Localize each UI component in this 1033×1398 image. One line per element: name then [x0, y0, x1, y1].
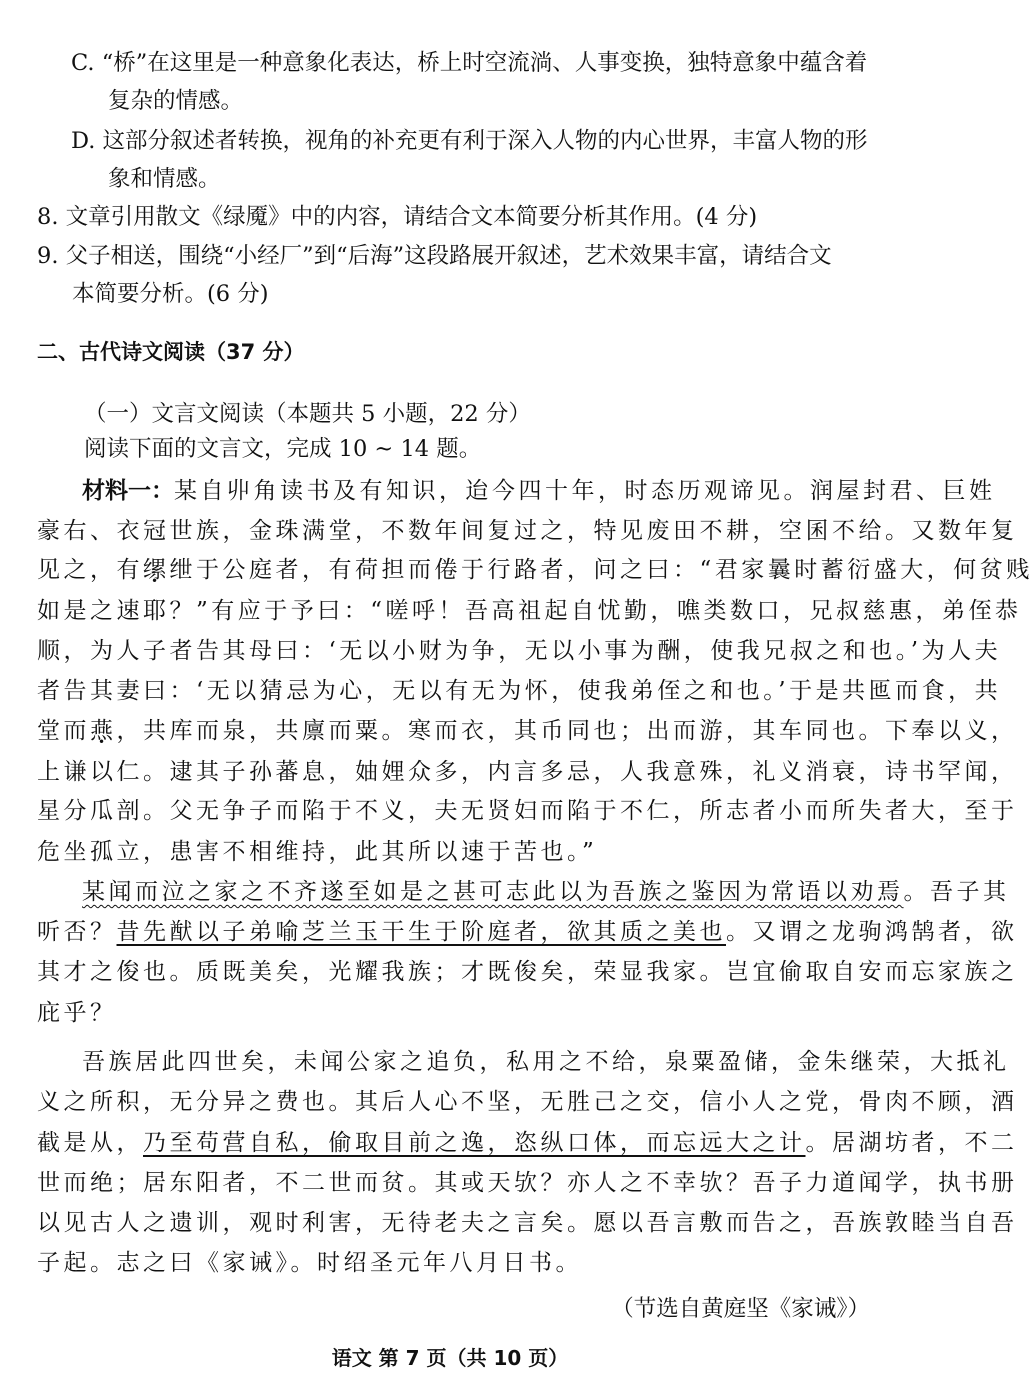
passage-line: 星分瓜剖。父无争子而陷于不义，夫无贤妇而陷于不仁，所志者小而所失者大，至于: [37, 798, 1018, 824]
underlined-sentence: 昔先猷以子弟喻芝兰玉干生于阶庭者，欲其质之美也: [116, 919, 726, 945]
reading-instruction: 阅读下面的文言文，完成 10 ~ 14 题。: [84, 436, 482, 462]
sub-section-title: （一）文言文阅读（本题共 5 小题，22 分）: [84, 401, 531, 427]
emphasis-dot-char: 缧: [143, 557, 170, 583]
passage-line: 吾族居此四世矣，未闻公家之追负，私用之不给，泉粟盈储，金朱继荣，大抵礼: [82, 1049, 1010, 1075]
emphasis-dot-char: 燕: [90, 718, 117, 744]
passage-line: 上谦以仁。逮其子孙蕃息，妯娌众多，内言多忌，人我意殊，礼义消衰，诗书罕闻，: [37, 759, 1018, 785]
source-attribution: （节选自黄庭坚《家诫》）: [611, 1296, 870, 1322]
passage-line: 截是从，乃至苟营自私，偷取目前之逸，恣纵口体，而忘远大之计。居湖坊者，不二: [37, 1130, 1018, 1156]
option-d-line2: 象和情感。: [108, 166, 221, 192]
passage-line: 以见古人之遗训，观时利害，无待老夫之言矣。愿以吾言敷而告之，吾族敦睦当自吾: [37, 1210, 1018, 1236]
passage-line: 见之，有缧绁于公庭者，有荷担而倦于行路者，问之曰：“君家曩时蓄衍盛大，何贫贱: [37, 557, 1033, 583]
wavy-underlined-sentence: 某闻而泣之家之不齐遂至如是之甚可志此以为吾族之鉴因为常语以劝焉: [82, 879, 904, 905]
passage-line: 庇乎？: [37, 1000, 117, 1026]
passage-line: 豪右、衣冠世族，金珠满堂，不数年间复过之，特见废田不耕，空囷不给。又数年复: [37, 518, 1018, 544]
passage-line: 某闻而泣之家之不齐遂至如是之甚可志此以为吾族之鉴因为常语以劝焉。吾子其: [82, 879, 1010, 905]
passage-line: 世而绝；居东阳者，不二世而贫。其或天欤？亦人之不幸欤？吾子力道闻学，执书册: [37, 1170, 1018, 1196]
passage-line: 者告其妻曰：‘无以猜忌为心，无以有无为怀，使我弟侄之和也。’于是共匜而食，共: [37, 678, 1002, 704]
passage-line: 义之所积，无分异之费也。其后人心不坚，无胜己之交，信小人之党，骨肉不顾，酒: [37, 1089, 1018, 1115]
option-c-line2: 复杂的情感。: [108, 88, 244, 114]
passage-line: 子起。志之曰《家诫》。时绍圣元年八月日书。: [37, 1250, 582, 1276]
passage-line: 如是之速耶？”有应于予曰：“嗟呼！吾高祖起自忧勤，噍类数口，兄叔慈惠，弟侄恭: [37, 598, 1022, 624]
passage-line: 顺，为人子者告其母曰：‘无以小财为争，无以小事为酬，使我兄叔之和也。’为人夫: [37, 638, 1002, 664]
option-d-line1: D. 这部分叙述者转换，视角的补充更有利于深入人物的内心世界，丰富人物的形: [71, 128, 868, 154]
question-8: 8. 文章引用散文《绿魇》中的内容，请结合文本简要分析其作用。(4 分): [37, 204, 758, 230]
page-footer: 语文 第 7 页（共 10 页）: [331, 1346, 569, 1370]
material-label: 材料一：: [82, 478, 174, 504]
question-9-line1: 9. 父子相送，围绕“小经厂”到“后海”这段路展开叙述，艺术效果丰富，请结合文: [37, 243, 832, 269]
option-c-line1: C. “桥”在这里是一种意象化表达，桥上时空流淌、人事变换，独特意象中蕴含着: [71, 50, 868, 76]
passage-line: 听否？昔先猷以子弟喻芝兰玉干生于阶庭者，欲其质之美也。又谓之龙驹鸿鹄者，欲: [37, 919, 1018, 945]
passage-line: 危坐孤立，患害不相维持，此其所以速于苦也。”: [37, 839, 598, 865]
passage-line: 材料一：某自丱角读书及有知识，迨今四十年，时态历观谛见。润屋封君、巨姓: [82, 478, 996, 504]
question-9-line2: 本简要分析。(6 分): [72, 281, 269, 307]
underlined-sentence: 乃至苟营自私，偷取目前之逸，恣纵口体，而忘远大之计: [143, 1130, 806, 1156]
passage-line: 其才之俊也。质既美矣，光耀我族；才既俊矣，荣显我家。岂宜偷取自安而忘家族之: [37, 959, 1018, 985]
section-title: 二、古代诗文阅读（37 分）: [37, 340, 305, 364]
passage-line: 堂而燕，共库而泉，共廪而粟。寒而衣，其币同也；出而游，其车同也。下奉以义，: [37, 718, 1018, 744]
